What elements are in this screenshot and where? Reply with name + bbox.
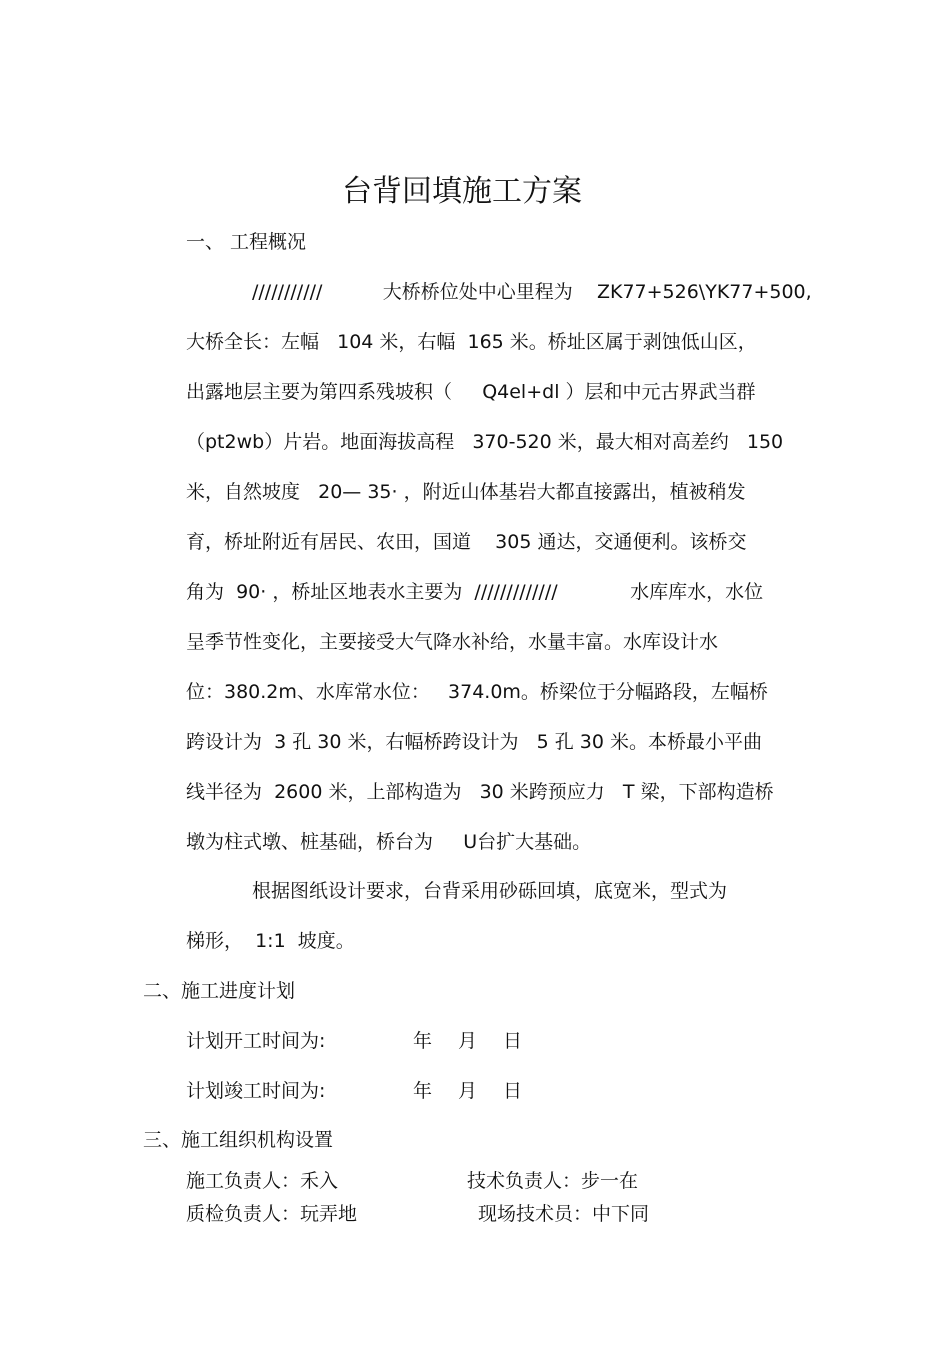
- para1-line-5: 米，自然坡度 20— 35· ，附近山体基岩大都直接露出，植被稍发: [186, 481, 746, 503]
- start-year-label: 年: [413, 1030, 433, 1052]
- para1-line-8: 呈季节性变化，主要接受大气降水补给，水量丰富。水库设计水: [186, 631, 719, 653]
- para1-line-9: 位：380.2m、水库常水位： 374.0m。桥梁位于分幅路段，左幅桥: [186, 681, 768, 703]
- para1-line-6: 育，桥址附近有居民、农田，国道 305 通达，交通便利。该桥交: [186, 531, 747, 553]
- para2-line-1: 根据图纸设计要求，台背采用砂砾回填，底宽米，型式为: [252, 880, 728, 902]
- para1-line-11: 线半径为 2600 米，上部构造为 30 米跨预应力 T 梁，下部构造桥: [186, 781, 774, 803]
- para1-line-1: /////////// 大桥桥位处中心里程为 ZK77+526\YK77+500,: [252, 281, 812, 303]
- quality-lead: 质检负责人：玩弄地: [186, 1203, 358, 1225]
- site-technician: 现场技术员：中下同: [478, 1203, 650, 1225]
- document-title: 台背回填施工方案: [342, 174, 582, 209]
- end-day-label: 日: [503, 1080, 523, 1102]
- section-3-heading: 三、施工组织机构设置: [143, 1129, 334, 1151]
- end-year-label: 年: [413, 1080, 433, 1102]
- para1-line-4: （pt2wb）片岩。地面海拔高程 370-520 米，最大相对高差约 150: [186, 431, 784, 453]
- start-month-label: 月: [458, 1030, 478, 1052]
- start-day-label: 日: [503, 1030, 523, 1052]
- end-month-label: 月: [458, 1080, 478, 1102]
- para2-line-2: 梯形， 1:1 坡度。: [186, 930, 355, 952]
- construction-lead: 施工负责人：禾入: [186, 1170, 339, 1192]
- technical-lead: 技术负责人：步一在: [467, 1170, 639, 1192]
- para1-line-12: 墩为柱式墩、桩基础，桥台为 U台扩大基础。: [186, 831, 592, 853]
- para1-line-10: 跨设计为 3 孔 30 米，右幅桥跨设计为 5 孔 30 米。本桥最小平曲: [186, 731, 762, 753]
- para1-line-3: 出露地层主要为第四系残坡积（ Q4el+dl ）层和中元古界武当群: [186, 381, 756, 403]
- section-1-heading: 一、 工程概况: [186, 231, 307, 253]
- section-2-heading: 二、施工进度计划: [143, 980, 296, 1002]
- para1-line-2: 大桥全长：左幅 104 米，右幅 165 米。桥址区属于剥蚀低山区，: [186, 331, 757, 353]
- planned-end-label: 计划竣工时间为:: [186, 1080, 326, 1102]
- planned-start-label: 计划开工时间为:: [186, 1030, 326, 1052]
- para1-line-7: 角为 90· ，桥址区地表水主要为 ///////////// 水库库水，水位: [186, 581, 764, 603]
